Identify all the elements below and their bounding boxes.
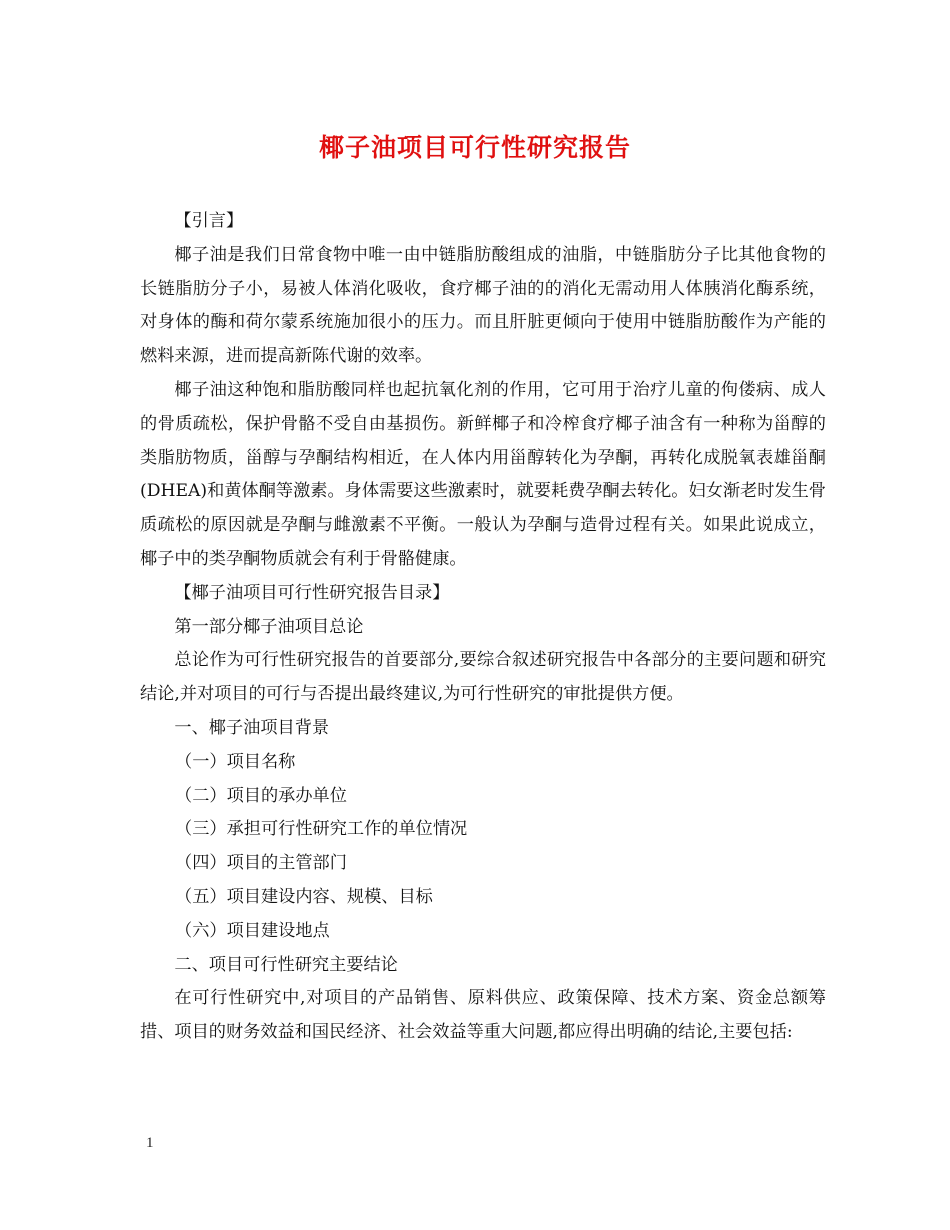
paragraph-3: 总论作为可行性研究报告的首要部分,要综合叙述研究报告中各部分的主要问题和研究结论,并对项目的可行与否提出最终建议,为可行性研究的审批提供方便。 <box>140 650 826 705</box>
page-number: 1 <box>146 1135 154 1151</box>
toc-heading: 【椰子油项目可行性研究报告目录】 <box>174 582 450 603</box>
section-1-item-6: （六）项目建设地点 <box>175 920 330 941</box>
section-1-item-5: （五）项目建设内容、规模、目标 <box>175 886 433 907</box>
section-2-heading: 二、项目可行性研究主要结论 <box>174 954 398 975</box>
intro-heading: 【引言】 <box>174 211 244 231</box>
section-1-item-4: （四）项目的主管部门 <box>175 853 347 874</box>
section-1-item-1: （一）项目名称 <box>175 751 296 772</box>
paragraph-4: 在可行性研究中,对项目的产品销售、原料供应、政策保障、技术方案、资金总额筹措、项目的财务效益和国民经济、社会效益等重大问题,都应得出明确的结论,主要包括: <box>140 988 826 1043</box>
document-title: 椰子油项目可行性研究报告 <box>318 133 631 162</box>
section-1-heading: 一、椰子油项目背景 <box>174 717 330 738</box>
paragraph-2: 椰子油这种饱和脂肪酸同样也起抗氧化剂的作用，它可用于治疗儿童的佝偻病、成人的骨质疏松，保护骨骼不受自由基损伤。新鲜椰子和冷榨食疗椰子油含有一种称为甾醇的类脂肪物质，甾醇与孕酮结构相近，在人体内用甾醇转化为孕酮，再转化成脱氧表雄甾酮(DHEA)和黄体酮等激素。身体需要这些激素时，就要耗费孕酮去转化。妇女渐老时发生骨质疏松的原因就是孕酮与雌激素不平衡。一般认为孕酮与造骨过程有关。如果此说成立，椰子中的类孕酮物质就会有利于骨骼健康。 <box>140 379 826 569</box>
paragraph-1: 椰子油是我们日常食物中唯一由中链脂肪酸组成的油脂，中链脂肪分子比其他食物的长链脂肪分子小，易被人体消化吸收，食疗椰子油的的消化无需动用人体胰消化酶系统，对身体的酶和荷尔蒙系统施加很小的压力。而且肝脏更倾向于使用中链脂肪酸作为产能的燃料来源，进而提高新陈代谢的效率。 <box>140 244 826 367</box>
part-one-heading: 第一部分椰子油项目总论 <box>174 616 364 637</box>
section-1-item-2: （二）项目的承办单位 <box>175 785 347 806</box>
section-1-item-3: （三）承担可行性研究工作的单位情况 <box>175 819 468 840</box>
document-body <box>140 205 826 1050</box>
